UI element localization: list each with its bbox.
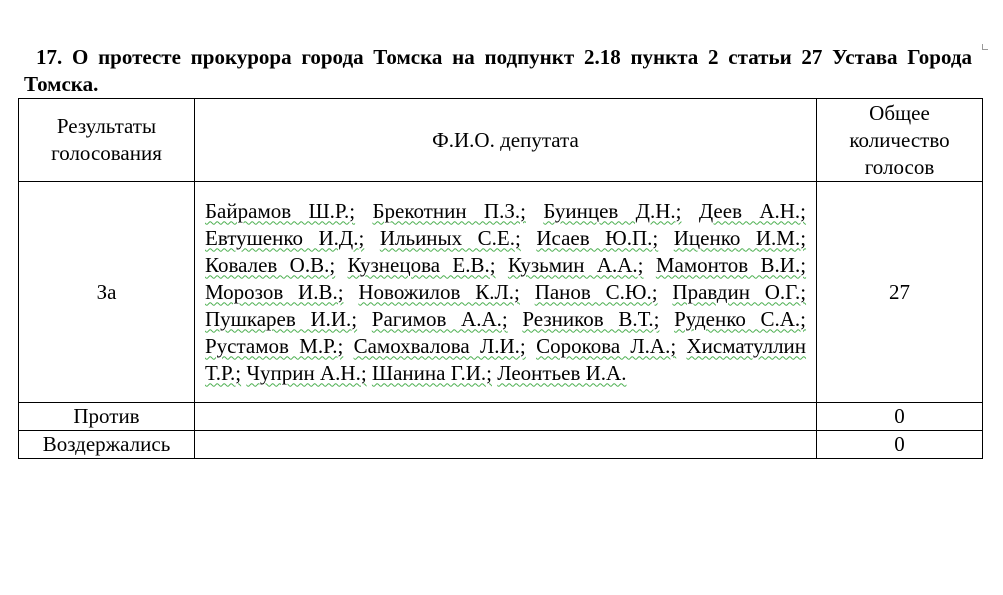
deputies-names-against <box>195 403 817 431</box>
table-row-for <box>19 182 983 403</box>
deputy-name: Новожилов К.Л.; <box>358 279 520 304</box>
result-label-against: Против <box>19 403 195 431</box>
header-total: Общее количество голосов <box>817 99 983 182</box>
deputy-name: Иценко И.М.; <box>673 225 807 250</box>
deputy-name: Евтушенко И.Д.; <box>205 225 365 250</box>
result-label-for: За <box>19 182 195 403</box>
deputy-name: Рустамов М.Р.; <box>205 333 344 358</box>
voting-results-table <box>18 98 983 459</box>
deputy-name: Ильиных С.Е.; <box>379 225 521 250</box>
deputy-name: Самохвалова Л.И.; <box>353 333 526 358</box>
deputy-name: Байрамов Ш.Р.; <box>205 198 356 223</box>
deputy-name: Пушкарев И.И.; <box>205 306 358 331</box>
item-heading: 17. О протесте прокурора города Томска на подпункт 2.18 пункта 2 статьи 27 Устава Города Томска. <box>24 45 972 96</box>
vote-count-for: 27 <box>817 182 983 403</box>
deputy-name: Кузнецова Е.В.; <box>347 252 496 277</box>
deputy-name: Мамонтов В.И.; <box>655 252 807 277</box>
deputy-name: Чуприн А.Н.; <box>246 360 367 385</box>
deputy-name: Сорокова Л.А.; <box>536 333 677 358</box>
table-row-abstained <box>19 431 983 459</box>
deputy-name: Руденко С.А.; <box>674 306 807 331</box>
deputy-name: Ковалев О.В.; <box>205 252 336 277</box>
deputy-name: Резников В.Т.; <box>522 306 660 331</box>
deputy-name: Панов С.Ю.; <box>534 279 658 304</box>
deputy-name: Хисматуллин Т.Р.; <box>205 333 807 385</box>
deputies-names-for <box>195 182 817 403</box>
deputy-name: Рагимов А.А.; <box>371 306 508 331</box>
deputy-name: Деев А.Н.; <box>698 198 807 223</box>
table-row-against <box>19 403 983 431</box>
deputy-name: Правдин О.Г.; <box>672 279 807 304</box>
deputies-names-abstained <box>195 431 817 459</box>
header-row <box>19 99 983 182</box>
deputy-name: Исаев Ю.П.; <box>536 225 659 250</box>
deputy-name: Брекотнин П.З.; <box>372 198 526 223</box>
deputy-name: Кузьмин А.А.; <box>507 252 644 277</box>
header-results: Результаты голосования <box>19 99 195 182</box>
vote-count-against: 0 <box>817 403 983 431</box>
result-label-abstained: Воздержались <box>19 431 195 459</box>
text-boundary-mark <box>982 44 988 50</box>
deputy-name: Шанина Г.И.; <box>371 360 492 385</box>
vote-count-abstained: 0 <box>817 431 983 459</box>
deputy-name: Леонтьев И.А. <box>497 360 627 385</box>
header-deputies: Ф.И.О. депутата <box>195 99 817 182</box>
deputy-name: Буинцев Д.Н.; <box>543 198 682 223</box>
deputy-name: Морозов И.В.; <box>205 279 344 304</box>
